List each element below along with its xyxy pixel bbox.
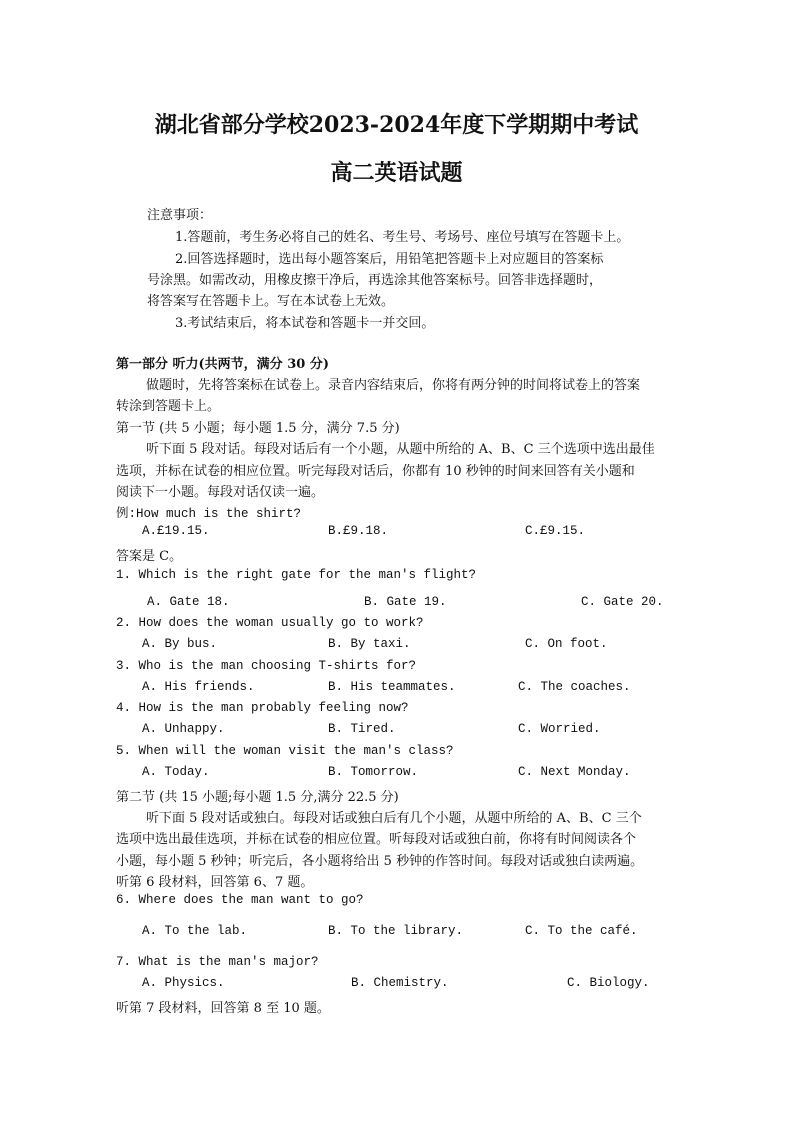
q3-option-a: A. His friends.: [142, 680, 255, 694]
q3-option-c: C. The coaches.: [518, 680, 631, 694]
example-option-b: B.£9.18.: [328, 524, 389, 538]
q1-option-a: A. Gate 18.: [147, 595, 230, 609]
section2-instr-c: 小题，每小题 5 秒钟；听完后，各小题将给出 5 秒钟的作答时间。每段对话或独白读两遍。: [116, 854, 644, 869]
q6-option-c: C. To the café.: [525, 924, 638, 938]
example-option-a: A.£19.15.: [142, 524, 210, 538]
section1-instr-a: 听下面 5 段对话。每段对话后有一个小题，从题中所给的 A、B、C 三个选项中选出最佳: [146, 442, 655, 457]
q2-option-b: B. By taxi.: [328, 637, 411, 651]
notice-line-1: 1.答题前，考生务必将自己的姓名、考生号、考场号、座位号填写在答题卡上。: [175, 230, 630, 245]
notice-line-2c: 将答案写在答题卡上。写在本试卷上无效。: [147, 294, 395, 309]
example-option-c: C.£9.15.: [525, 524, 586, 538]
q7-option-c: C. Biology.: [567, 976, 650, 990]
example-question: 例:How much is the shirt?: [116, 507, 302, 521]
q6-option-a: A. To the lab.: [142, 924, 248, 938]
section1-instr-b: 选项，并标在试卷的相应位置。听完每段对话后，你都有 10 秒钟的时间来回答有关小题和: [116, 464, 635, 479]
notice-line-2b: 号涂黑。如需改动，用橡皮擦干净后，再选涂其他答案标号。回答非选择题时，: [147, 273, 603, 288]
q5-option-b: B. Tomorrow.: [328, 765, 419, 779]
part1-intro-b: 转涂到答题卡上。: [116, 399, 221, 414]
q6-option-b: B. To the library.: [328, 924, 464, 938]
material-6-note: 听第 6 段材料，回答第 6、7 题。: [116, 875, 314, 890]
question-6: 6. Where does the man want to go?: [116, 893, 364, 907]
q1-option-b: B. Gate 19.: [364, 595, 447, 609]
q3-option-b: B. His teammates.: [328, 680, 456, 694]
notice-line-3: 3.考试结束后，将本试卷和答题卡一并交回。: [175, 316, 435, 331]
q4-option-b: B. Tired.: [328, 722, 396, 736]
material-7-note: 听第 7 段材料，回答第 8 至 10 题。: [116, 1001, 330, 1016]
q2-option-c: C. On foot.: [525, 637, 608, 651]
question-1: 1. Which is the right gate for the man's flight?: [116, 568, 477, 582]
question-7: 7. What is the man's major?: [116, 955, 319, 969]
notice-line-2a: 2.回答选择题时，选出每小题答案后，用铅笔把答题卡上对应题目的答案标: [175, 252, 604, 267]
question-3: 3. Who is the man choosing T-shirts for?: [116, 659, 417, 673]
q4-option-c: C. Worried.: [518, 722, 601, 736]
example-answer: 答案是 C。: [116, 549, 183, 564]
part1-heading: 第一部分 听力(共两节，满分 30 分): [116, 357, 329, 372]
section2-instr-a: 听下面 5 段对话或独白。每段对话或独白后有几个小题，从题中所给的 A、B、C 三个: [146, 811, 642, 826]
q7-option-b: B. Chemistry.: [351, 976, 449, 990]
section1-instr-c: 阅读下一小题。每段对话仅读一遍。: [116, 485, 325, 500]
question-5: 5. When will the woman visit the man's class?: [116, 744, 454, 758]
q4-option-a: A. Unhappy.: [142, 722, 225, 736]
section1-heading: 第一节 (共 5 小题；每小题 1.5 分，满分 7.5 分): [116, 421, 400, 436]
part1-intro-a: 做题时，先将答案标在试卷上。录音内容结束后，你将有两分钟的时间将试卷上的答案: [146, 378, 641, 393]
section2-instr-b: 选项中选出最佳选项，并标在试卷的相应位置。听每段对话或独白前，你将有时间阅读各个: [116, 832, 637, 847]
question-2: 2. How does the woman usually go to work?: [116, 616, 424, 630]
notice-heading: 注意事项：: [147, 208, 213, 223]
q2-option-a: A. By bus.: [142, 637, 218, 651]
exam-title: 湖北省部分学校2023-2024年度下学期期中考试: [154, 112, 639, 138]
question-4: 4. How is the man probably feeling now?: [116, 701, 409, 715]
q5-option-c: C. Next Monday.: [518, 765, 631, 779]
q5-option-a: A. Today.: [142, 765, 210, 779]
section2-heading: 第二节 (共 15 小题;每小题 1.5 分,满分 22.5 分): [116, 790, 399, 805]
q7-option-a: A. Physics.: [142, 976, 225, 990]
exam-subtitle: 高二英语试题: [330, 160, 463, 186]
q1-option-c: C. Gate 20.: [581, 595, 664, 609]
